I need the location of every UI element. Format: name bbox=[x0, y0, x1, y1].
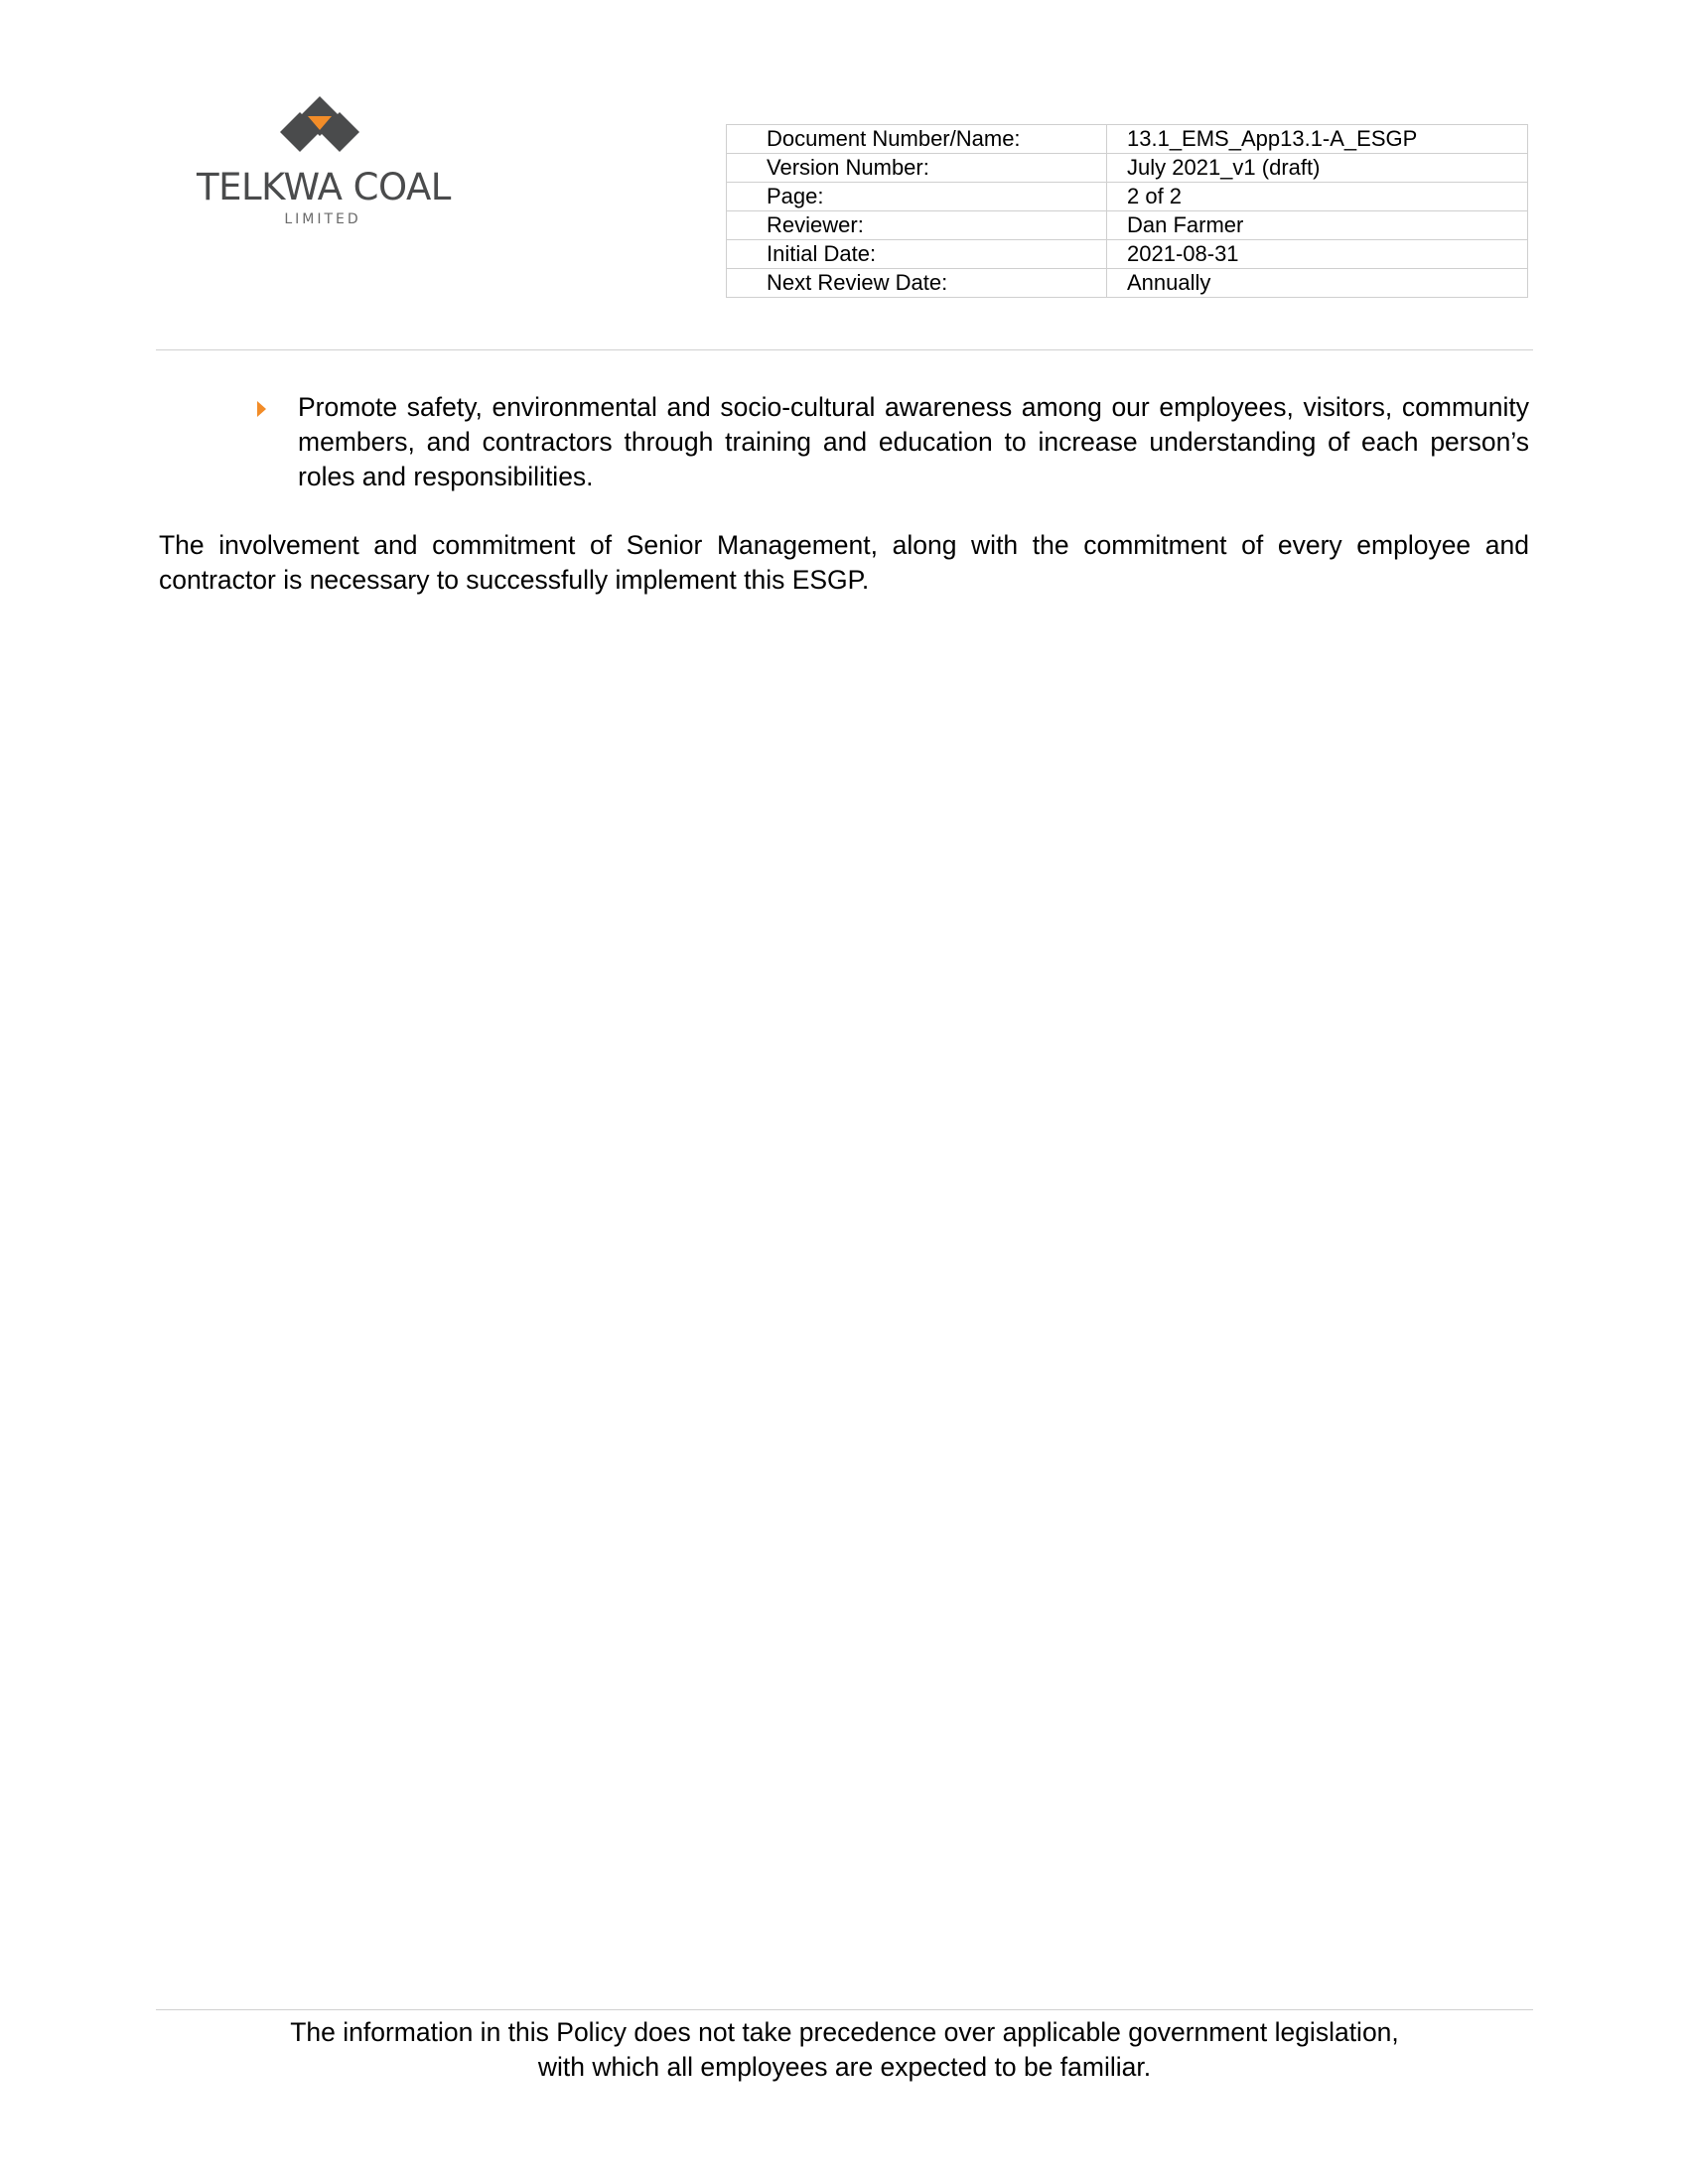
footer-line: with which all employees are expected to be familiar. bbox=[537, 2052, 1152, 2082]
table-row bbox=[727, 240, 1528, 269]
body-paragraph: The involvement and commitment of Senior Management, along with the commitment of every employee and contractor is necessary to successfully implement this ESGP. bbox=[159, 530, 1529, 595]
footer-disclaimer bbox=[156, 2015, 1533, 2085]
orange-triangle-bullet-icon bbox=[256, 400, 268, 418]
table-row bbox=[727, 183, 1528, 211]
doc-info-value: Dan Farmer bbox=[1107, 211, 1528, 240]
bullet-item: Promote safety, environmental and socio-cultural awareness among our employees, visitors, community members, and contractors through training and education to increase understanding of each person’s roles and responsibilities. bbox=[298, 392, 1529, 491]
company-logo bbox=[189, 94, 467, 243]
doc-info-value: 2021-08-31 bbox=[1107, 240, 1528, 269]
doc-info-label: Reviewer: bbox=[727, 211, 1107, 240]
doc-info-label: Page: bbox=[727, 183, 1107, 211]
doc-info-label: Version Number: bbox=[727, 154, 1107, 183]
telkwa-diamond-logo-icon bbox=[280, 94, 359, 154]
doc-info-label: Document Number/Name: bbox=[727, 125, 1107, 154]
doc-info-label: Next Review Date: bbox=[727, 269, 1107, 298]
table-row bbox=[727, 211, 1528, 240]
header-divider bbox=[156, 349, 1533, 350]
table-row bbox=[727, 125, 1528, 154]
doc-info-value: 2 of 2 bbox=[1107, 183, 1528, 211]
doc-info-label: Initial Date: bbox=[727, 240, 1107, 269]
table-row bbox=[727, 269, 1528, 298]
doc-info-value: Annually bbox=[1107, 269, 1528, 298]
doc-info-value: July 2021_v1 (draft) bbox=[1107, 154, 1528, 183]
footer-divider bbox=[156, 2009, 1533, 2010]
footer-line: The information in this Policy does not take precedence over applicable government legislation, bbox=[290, 2017, 1399, 2047]
logo-company-subtitle: LIMITED bbox=[284, 211, 361, 227]
table-row bbox=[727, 154, 1528, 183]
document-info-table bbox=[726, 124, 1528, 298]
logo-company-name: TELKWA COAL bbox=[197, 166, 451, 208]
doc-info-value: 13.1_EMS_App13.1-A_ESGP bbox=[1107, 125, 1528, 154]
